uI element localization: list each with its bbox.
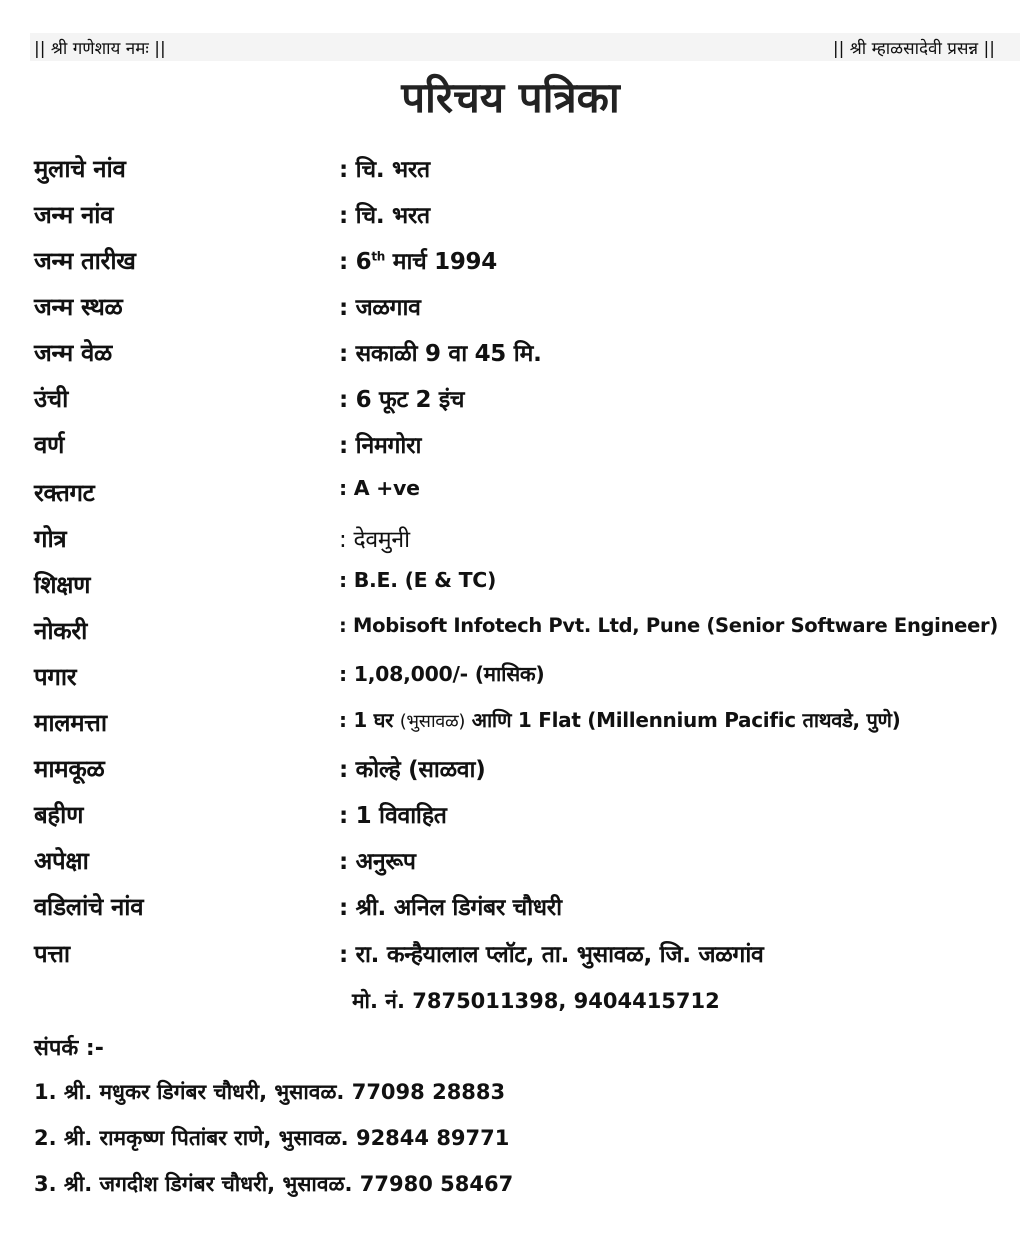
field-label: शिक्षण	[34, 571, 91, 599]
property-house-place: (भुसावळ)	[399, 711, 466, 732]
field-value: : श्री. अनिल डिगंबर चौधरी	[339, 895, 562, 921]
field-label: गोत्र	[34, 525, 67, 553]
field-row-blood-group	[34, 476, 1004, 516]
header-right-invocation: || श्री म्हाळसादेवी प्रसन्न ||	[832, 39, 995, 59]
field-label: पत्ता	[34, 940, 70, 968]
field-label: जन्म तारीख	[34, 247, 136, 275]
field-row-birth-date	[34, 244, 1004, 284]
field-row-education	[34, 568, 1004, 608]
field-value: : अनुरूप	[339, 849, 416, 875]
field-label: मामकूळ	[34, 755, 105, 783]
field-label: जन्म स्थळ	[34, 293, 123, 321]
field-row-property	[34, 706, 1004, 746]
header-left-invocation: || श्री गणेशाय नमः ||	[34, 39, 166, 59]
field-value: : 1,08,000/- (मासिक)	[339, 662, 545, 686]
field-value: : 1 विवाहित	[339, 803, 447, 829]
field-row-height	[34, 382, 1004, 422]
field-value: : देवमुनी	[339, 527, 410, 553]
field-value: : 6 फूट 2 इंच	[339, 387, 465, 413]
field-value: : रा. कन्हैयालाल प्लॉट, ता. भुसावळ, जि. जळगांव	[339, 942, 764, 968]
field-value: : A +ve	[339, 476, 420, 500]
contact-item: 3. श्री. जगदीश डिगंबर चौधरी, भुसावळ. 77980 58467	[34, 1172, 514, 1196]
field-row-sister	[34, 798, 1004, 838]
field-value: : जळगाव	[339, 295, 421, 321]
field-row-address	[34, 937, 1004, 977]
field-label: अपेक्षा	[34, 847, 89, 875]
field-row-expectation	[34, 844, 1004, 884]
field-value: : निमगोरा	[339, 433, 422, 459]
field-label: मालमत्ता	[34, 709, 107, 737]
field-row-name	[34, 152, 1004, 192]
field-label: वडिलांचे नांव	[34, 893, 144, 921]
field-value	[339, 244, 497, 276]
field-label: पगार	[34, 663, 77, 691]
contact-item: 1. श्री. मधुकर डिगंबर चौधरी, भुसावळ. 77098 28883	[34, 1080, 506, 1104]
contact-item: 2. श्री. रामकृष्ण पितांबर राणे, भुसावळ. 92844 89771	[34, 1126, 510, 1150]
field-row-birth-name	[34, 198, 1004, 238]
field-label: मुलाचे नांव	[34, 155, 126, 183]
field-row-birth-place	[34, 290, 1004, 330]
property-house: : 1 घर	[339, 708, 400, 732]
field-label: वर्ण	[34, 431, 65, 459]
field-value	[339, 706, 901, 733]
field-label: उंची	[34, 385, 69, 413]
field-value: : Mobisoft Infotech Pvt. Ltd, Pune (Senior Software Engineer)	[339, 614, 998, 637]
field-value: : कोल्हे (साळवा)	[339, 757, 486, 783]
birth-date-ordinal: th	[371, 249, 385, 264]
property-flat: आणि 1 Flat (Millennium Pacific ताथवडे, पुणे)	[465, 708, 901, 732]
field-value: : चि. भरत	[339, 157, 430, 183]
page-title: परिचय पत्रिका	[401, 73, 620, 122]
birth-date-rest: मार्च 1994	[385, 249, 497, 275]
field-row-birth-time	[34, 336, 1004, 376]
phone-numbers: मो. नं. 7875011398, 9404415712	[352, 989, 720, 1013]
birth-date-day: : 6	[339, 249, 372, 275]
field-value: : चि. भरत	[339, 203, 430, 229]
field-label: जन्म नांव	[34, 201, 114, 229]
field-value: : B.E. (E & TC)	[339, 568, 497, 592]
field-row-gotra	[34, 522, 1004, 562]
field-row-complexion	[34, 428, 1004, 468]
field-label: नोकरी	[34, 617, 88, 645]
contacts-heading: संपर्क :-	[34, 1036, 104, 1061]
field-label: बहीण	[34, 801, 84, 829]
field-value: : सकाळी 9 वा 45 मि.	[339, 341, 542, 367]
field-row-father	[34, 890, 1004, 930]
field-row-maternal	[34, 752, 1004, 792]
field-row-job	[34, 614, 1004, 654]
field-label: जन्म वेळ	[34, 339, 112, 367]
field-label: रक्तगट	[34, 479, 95, 507]
field-row-salary	[34, 660, 1004, 700]
